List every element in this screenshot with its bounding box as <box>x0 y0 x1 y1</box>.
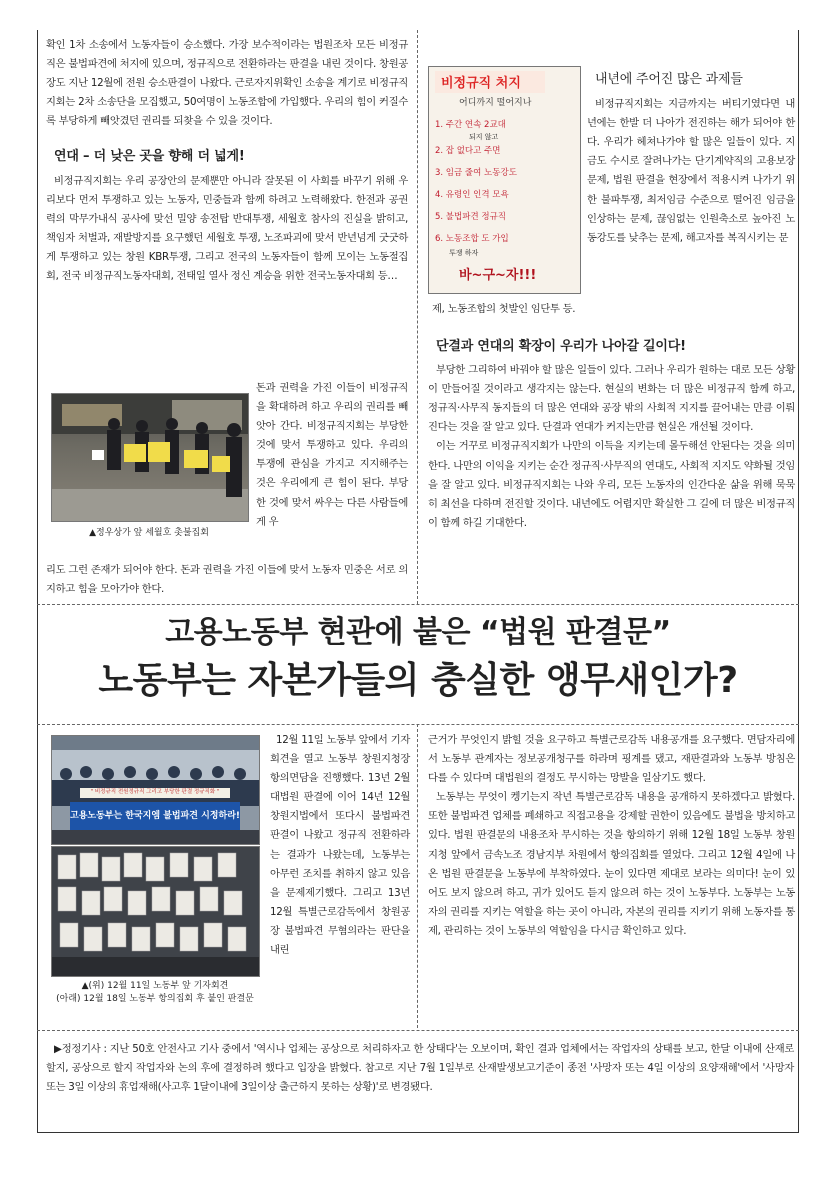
paragraph-power-bottom: 리도 그런 존재가 되어야 한다. 돈과 권력을 가진 이들에 맞서 노동자 민중은 서로 의지하고 힘을 모아가야 한다. <box>46 564 408 596</box>
svg-text:4. 유령인 인격 모욕: 4. 유령인 인격 모욕 <box>435 190 509 200</box>
bottom-right-column <box>428 731 795 941</box>
top-right-column <box>428 333 795 533</box>
top-left-column <box>46 36 408 286</box>
svg-text:2. 잡 없다고 주면: 2. 잡 없다고 주면 <box>435 146 501 156</box>
paragraph-unity-1: 부당한 그리하여 바꿔야 할 많은 일들이 있다. 그러나 우리가 원하는 대로 모든 상황이 만들어질 것이라고 생각지는 않는다. 현실의 변화는 더 많은 비정규직 함께 하고, 정규직·사무직 동지들의 더 많은 연대와 공장 밖의 사회적 지지를 끌어내는 만큼 이뤄진다는 것을 잘 알고 있다. 단결과 연대가 커지는만큼 현실은 개선될 것이다. <box>428 364 795 434</box>
posted-verdict-illustration <box>52 847 259 976</box>
banner-bottom-rule <box>37 724 799 725</box>
paragraph-unity-2: 이는 거꾸로 비정규직지회가 나만의 이득을 지키는데 몰두해선 안된다는 것을 의미한다. 나만의 이익을 지키는 순간 정규직·사무직의 연대도, 사회적 지지도 약화될 것임을 잘 알고 있다. 비정규직지회는 나와 우리, 모든 노동자의 인간다운 삶을 위해 묵묵히 최선을 다하며 전진할 것이다. 내년에도 어렵지만 확실한 그 길에 더 많은 비정규직이 함께 하길 기대한다. <box>428 440 795 529</box>
paragraph-tasks-bottom: 제, 노동조합의 첫발인 임단투 등. <box>432 303 576 315</box>
banner-top-rule <box>37 604 799 605</box>
heading-solidarity: 연대 – 더 낮은 곳을 향해 더 넓게! <box>54 149 245 165</box>
paragraph-labor-1: 근거가 무엇인지 밝힐 것을 요구하고 특별근로감독 내용공개를 요구했다. 면담자리에서 노동부 관계자는 정보공개청구를 하라며 핑계를 댔고, 재판결과와 노동부 방침은 다를 수 있다며 대법원의 결정도 무시하는 망발을 일삼기도 했다. <box>428 734 795 785</box>
heading-unity: 단결과 연대의 확장이 우리가 나아갈 길이다! <box>436 339 686 354</box>
headline-line-1: 고용노동부 현관에 붙은 “법원 판결문” <box>165 615 671 650</box>
svg-text:되지 않고: 되지 않고 <box>469 133 499 141</box>
photo-posted-verdict <box>51 846 260 977</box>
headline-line-2: 노동부는 자본가들의 충실한 앵무새인가? <box>98 660 738 701</box>
poster-illustration <box>429 67 580 293</box>
caption-sewol-rally: ▲정우상가 앞 세월호 촛불집회 <box>89 528 209 538</box>
paragraph-intro: 확인 1차 소송에서 노동자들이 승소했다. 가장 보수적이라는 법원조차 모든 비정규직은 불법파견에 처지에 있으며, 정규직으로 전환하라는 판결을 내린 것이다. 창원공장도 지난 12월에 전원 승소판결이 나왔다. 근로자지위확인 소송을 계기로 비정규직지회는 2차 소송단을 모집했고, 50여명이 노동조합에 가입했다. 우리의 힘이 커질수록 부당하게 빼앗겼던 권리를 되찾을 수 있을 것이다. <box>46 39 408 128</box>
caption-bottom-photos: ▲(위) 12월 11일 노동부 앞 기자회견 (아래) 12월 18일 노동부 항의집회 후 붙인 판결문 <box>56 981 254 1004</box>
press-banner-sign-top: " 비정규직 전원정규직 그리고 부당한 판결 정규직화 " <box>90 789 220 795</box>
top-right-intro <box>587 70 795 248</box>
svg-text:바~구~자!!!: 바~구~자!!! <box>459 268 537 283</box>
photo-sewol-rally <box>51 393 249 522</box>
headline-banner <box>37 611 799 707</box>
paragraph-solidarity: 비정규직지회는 우리 공장안의 문제뿐만 아니라 잘못된 이 사회를 바꾸기 위해 우리보다 먼저 투쟁하고 있는 노동자, 민중들과 함께 하려고 노력해왔다. 한전과 공권력의 막무가내식 공사에 맞선 밀양 송전탑 반대투쟁, 세월호 참사의 진실을 밝히고, 책임자 처벌과, 재발방지를 요구했던 세월호 투쟁, 노조파괴에 맞서 반년넘게 굿굿하게 투쟁하고 있는 창원 KBR투쟁, 그리고 전국의 노동자들이 함께 모이는 노동절집회, 전국 비정규직노동자대회, 전태일 열사 정신 계승을 위한 전국노동자대회 등… <box>46 174 408 283</box>
svg-text:3. 임금 줄여 노동강도: 3. 임금 줄여 노동강도 <box>435 168 517 178</box>
correction-notice <box>46 1040 794 1097</box>
paragraph-press-conference-text: 12월 11일 노동부 앞에서 기자회견을 열고 노동부 창원지청장 항의면담을 진행했다. 13년 2월 대법원 판결에 이어 14년 12월 창원지법에서 또다시 불법파견 판결이 나왔고 정규직 전환하라는 결과가 나왔는데, 노동부는 아무런 조치를 취하지 않고 있음을 문제제기했다. 그리고 13년 12월 특별근로감독에서 창원공장 불법파견 무혐의라는 판단을 내린 <box>270 734 410 957</box>
svg-text:비정규직 처지: 비정규직 처지 <box>441 76 521 91</box>
column-divider-bottom <box>417 724 418 1028</box>
svg-text:6. 노동조합 도 가입: 6. 노동조합 도 가입 <box>435 234 509 244</box>
svg-text:어디까지 떨어지나: 어디까지 떨어지나 <box>459 98 532 108</box>
rally-photo-illustration <box>52 394 248 521</box>
correction-text: ▶정정기사 : 지난 50호 안전사고 기사 중에서 '역시나 업체는 공상으로 처리하자고 한 상태다'는 오보이며, 확인 결과 업체에서는 작업자의 상태를 보고, 한달 이내에 산재로 할지, 공상으로 할지 작업자와 논의 후에 결정하려 했다고 입장을 밝혔다. 참고로 지난 7월 1일부로 산재발생보고기준이 종전 '사망자 또는 4일 이상의 요양재해'에서 '사망자 또는 3일 이상의 휴업재해(사고후 1달이내에 3일이상 출근하지 못하는 상황)'로 변경됐다. <box>46 1043 794 1094</box>
column-divider-top <box>417 30 418 604</box>
svg-text:5. 불법파견 정규직: 5. 불법파견 정규직 <box>435 212 506 222</box>
correction-rule <box>37 1030 799 1031</box>
paragraph-power-right <box>256 379 408 532</box>
svg-text:투쟁 하자: 투쟁 하자 <box>449 249 479 257</box>
paragraph-power-right-text: 돈과 권력을 가진 이들이 비정규직을 확대하려 하고 우리의 권리를 빼앗아 간다. 비정규직지회는 부당한 것에 맞서 투쟁하고 있다. 우리의 투쟁에 관심을 가지고 지지해주는 것은 우리에게 큰 힘이 된다. 부당한 것에 맞서 싸우는 다른 사람들에게 우 <box>256 382 408 528</box>
poster-photo <box>428 66 581 294</box>
heading-tasks: 내년에 주어진 많은 과제들 <box>595 72 743 87</box>
paragraph-press-conference <box>270 731 410 960</box>
paragraph-labor-2: 노동부는 무엇이 켕기는지 작년 특별근로감독 내용을 공개하지 못하겠다고 밝혔다. 또한 불법파견 업체를 폐쇄하고 직접고용을 강제할 권한이 있음에도 불법을 방치하고 있다. 법원 판결문의 내용조차 무시하는 것을 항의하기 위해 12월 18일 노동부 창원지청 앞에서 금속노조 경남지부 차원에서 항의집회를 열었다. 그리고 12월 4일에 나온 법원 판결문을 노동부에 부착하였다. 눈이 있다면 제대로 보라는 의미다! 눈이 있어도 보지 않으려 하고, 귀가 있어도 듣지 않으려 하는 것이 노동부다. 노동부는 노동자의 권리를 지키는 역할을 하는 곳이 아니라, 자본의 권리를 지키기 위해 노동자를 통제, 관리하는 것이 노동부의 역할임을 다시금 확인하고 있다. <box>428 791 795 937</box>
photo-press-conference <box>51 735 260 845</box>
svg-text:1. 주간 연속 2교대: 1. 주간 연속 2교대 <box>435 120 506 130</box>
paragraph-tasks: 비정규직지회는 지금까지는 버티기였다면 내년에는 한발 더 나아가 전진하는 해가 되어야 한다. 우리가 헤쳐나가야 할 많은 일들이 있다. 지금도 수시로 잘려나가는 단기계약직의 고용보장 문제, 법원 판결을 현장에서 적용시켜 나가기 위한 불파투쟁, 최저임금 수준으로 떨어진 임금을 인상하는 문제, 끊임없는 인원축소로 높아진 노동강도를 낮추는 문제, 해고자를 복직시키는 문 <box>587 98 795 244</box>
press-banner-sign: 고용노동부는 한국지엠 불법파견 시정하라! <box>70 811 240 821</box>
